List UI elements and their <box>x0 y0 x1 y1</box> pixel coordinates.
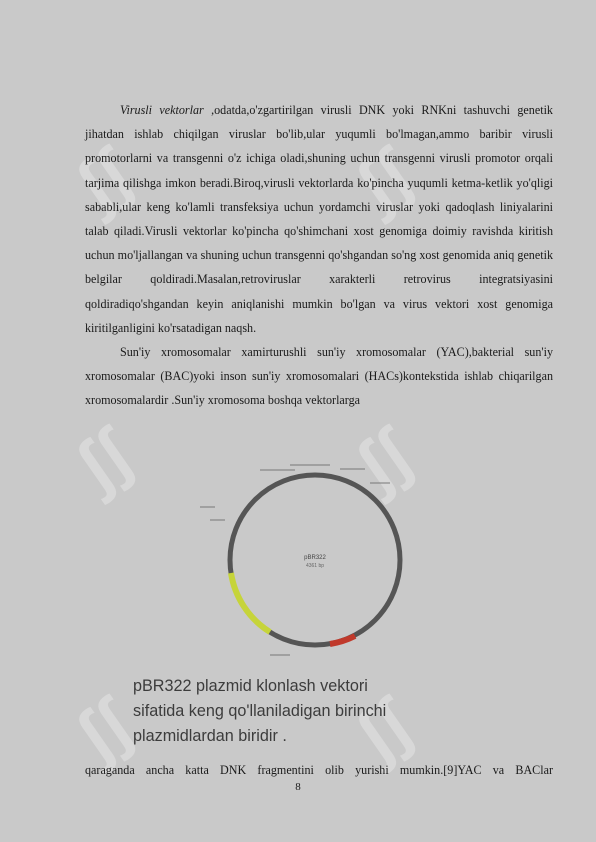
paragraph-suniy-xromosomalar <box>85 340 553 413</box>
paragraph-body: Sun'iy xromosomalar xamirturushli sun'iy xromosomalar (YAC),bakterial sun'iy xromosomalar (BAC)yoki inson sun'iy xromosomalari (HACs)kontekstida ishlab chiqarilgan xromosomalardir .Sun'iy xromosoma boshqa vektorlarga <box>85 345 553 408</box>
map-title: pBR322 <box>304 555 326 561</box>
watermark: ʃʃ <box>61 134 145 226</box>
italic-term: Virusli vektorlar <box>120 103 204 117</box>
watermark: ʃʃ <box>341 684 425 776</box>
page-number: 8 <box>295 781 301 793</box>
watermark: ʃʃ <box>341 414 425 506</box>
caption-line: sifatida keng qo'llaniladigan birinchi <box>133 702 387 720</box>
map-subtitle: 4361 bp <box>305 563 325 569</box>
plasmid-map-figure <box>190 455 440 670</box>
body-text <box>85 98 553 413</box>
bla-gene-arc <box>231 573 270 632</box>
caption-line: pBR322 plazmid klonlash vektori <box>133 677 368 695</box>
caption-line: plazmidlardan biridir . <box>133 727 287 745</box>
paragraph-virusli-vektorlar <box>85 98 553 340</box>
tet-gene-arc <box>330 636 355 644</box>
plasmid-map <box>190 455 440 670</box>
watermark: ʃʃ <box>341 134 425 226</box>
watermark: ʃʃ <box>61 414 145 506</box>
paragraph-body: ,odatda,o'zgartirilgan virusli DNK yoki RNKni tashuvchi genetik jihatdan ishlab chiqilgan viruslar bo'lib,ular yuqumli bo'lmagan,ammo baribir virusli promotorlarni va transgenni o'z ichiga oladi,shuning uchun transgenni virusli promotor orqali tarjima qilishga imkon beradi.Biroq,virusli vektorlarda ko'pincha yuqumli ketma-ketlik yo'qligi sababli,ular keng ko'lamli transfeksiya uchun yordamchi viruslar yoki qadoqlash liniyalarini talab qiladi.Virusli vektorlar ko'pincha qo'shimchani xost genomiga doimiy ravishda kiritish uchun mo'ljallangan va shuning uchun transgenni qo'shgandan so'ng xost genomida aniq genetik belgilar qoldiradi.Masalan,retroviruslar xarakterli retrovirus integratsiyasini qoldiradiqo'shgandan keyin aniqlanishi mumkin bo'lgan va virus vektori xost genomiga kiritilganligini ko'rsatadigan naqsh. <box>85 103 553 335</box>
figure-caption <box>133 674 493 749</box>
continuation-text: qaraganda ancha katta DNK fragmentini olib yurishi mumkin.[9]YAC va BAClar <box>85 763 553 777</box>
watermark: ʃʃ <box>61 684 145 776</box>
